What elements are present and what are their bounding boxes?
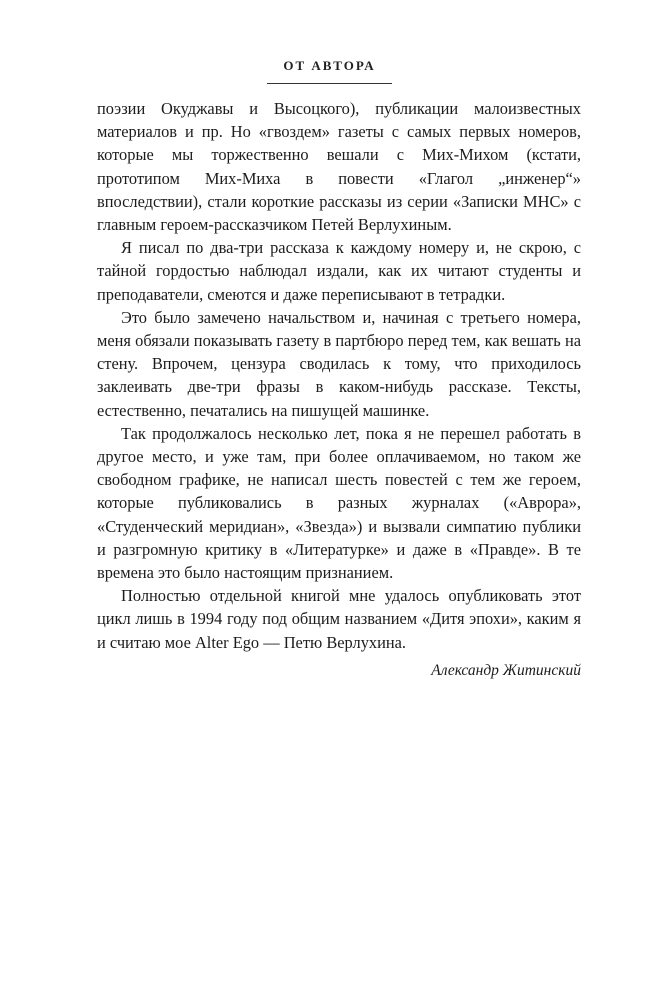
paragraph-2: Я писал по два-три рассказа к каждому номеру и, не скрою, с тайной гордостью наблюдал издали, как их читают студенты и преподаватели, смеются и даже переписывают в тетрадки. [97,238,581,304]
paragraph-3: Это было замечено начальством и, начиная с третьего номера, меня обязали показывать газету в партбюро перед тем, как вешать на стену. Впрочем, цензура сводилась к тому, что приходилось заклеивать две-три фразы в каком-нибудь рассказе. Тексты, естественно, печатались на пишущей машинке. [97,307,581,420]
paragraph-1: поэзии Окуджавы и Высоцкого), публикации малоизвестных материалов и пр. Но «гвоздем» газеты с самых первых номеров, которые мы торжественно вешали с Мих-Михом (кстати, прототипом Мих-Миха в повести «Глагол „инженер“» впоследствии), стали короткие рассказы из серии «Записки МНС» с главным героем-рассказчиком Петей Верлухиным. [97,99,581,235]
header-rule [267,83,392,84]
author-signature: Александр Житинский [431,661,581,679]
body-text [97,97,581,682]
paragraph-4: Так продолжалось несколько лет, пока я не перешел работать в другое место, и уже там, при более оплачиваемом, но таком же свободном графике, не написал шесть повестей с тем же героем, которые публиковались в разных журналах («Аврора», «Студенческий меридиан», «Звезда») и вызвали симпатию публики и разгромную критику в «Литературке» и даже в «Правде». В те времена это было настоящим признанием. [97,423,581,583]
running-head: ОТ АВТОРА [283,58,376,73]
paragraph-5: Полностью отдельной книгой мне удалось опубликовать этот цикл лишь в 1994 году под общим названием «Дитя эпохи», каким я и считаю мое Alter Ego — Петю Верлухина. [97,586,581,652]
